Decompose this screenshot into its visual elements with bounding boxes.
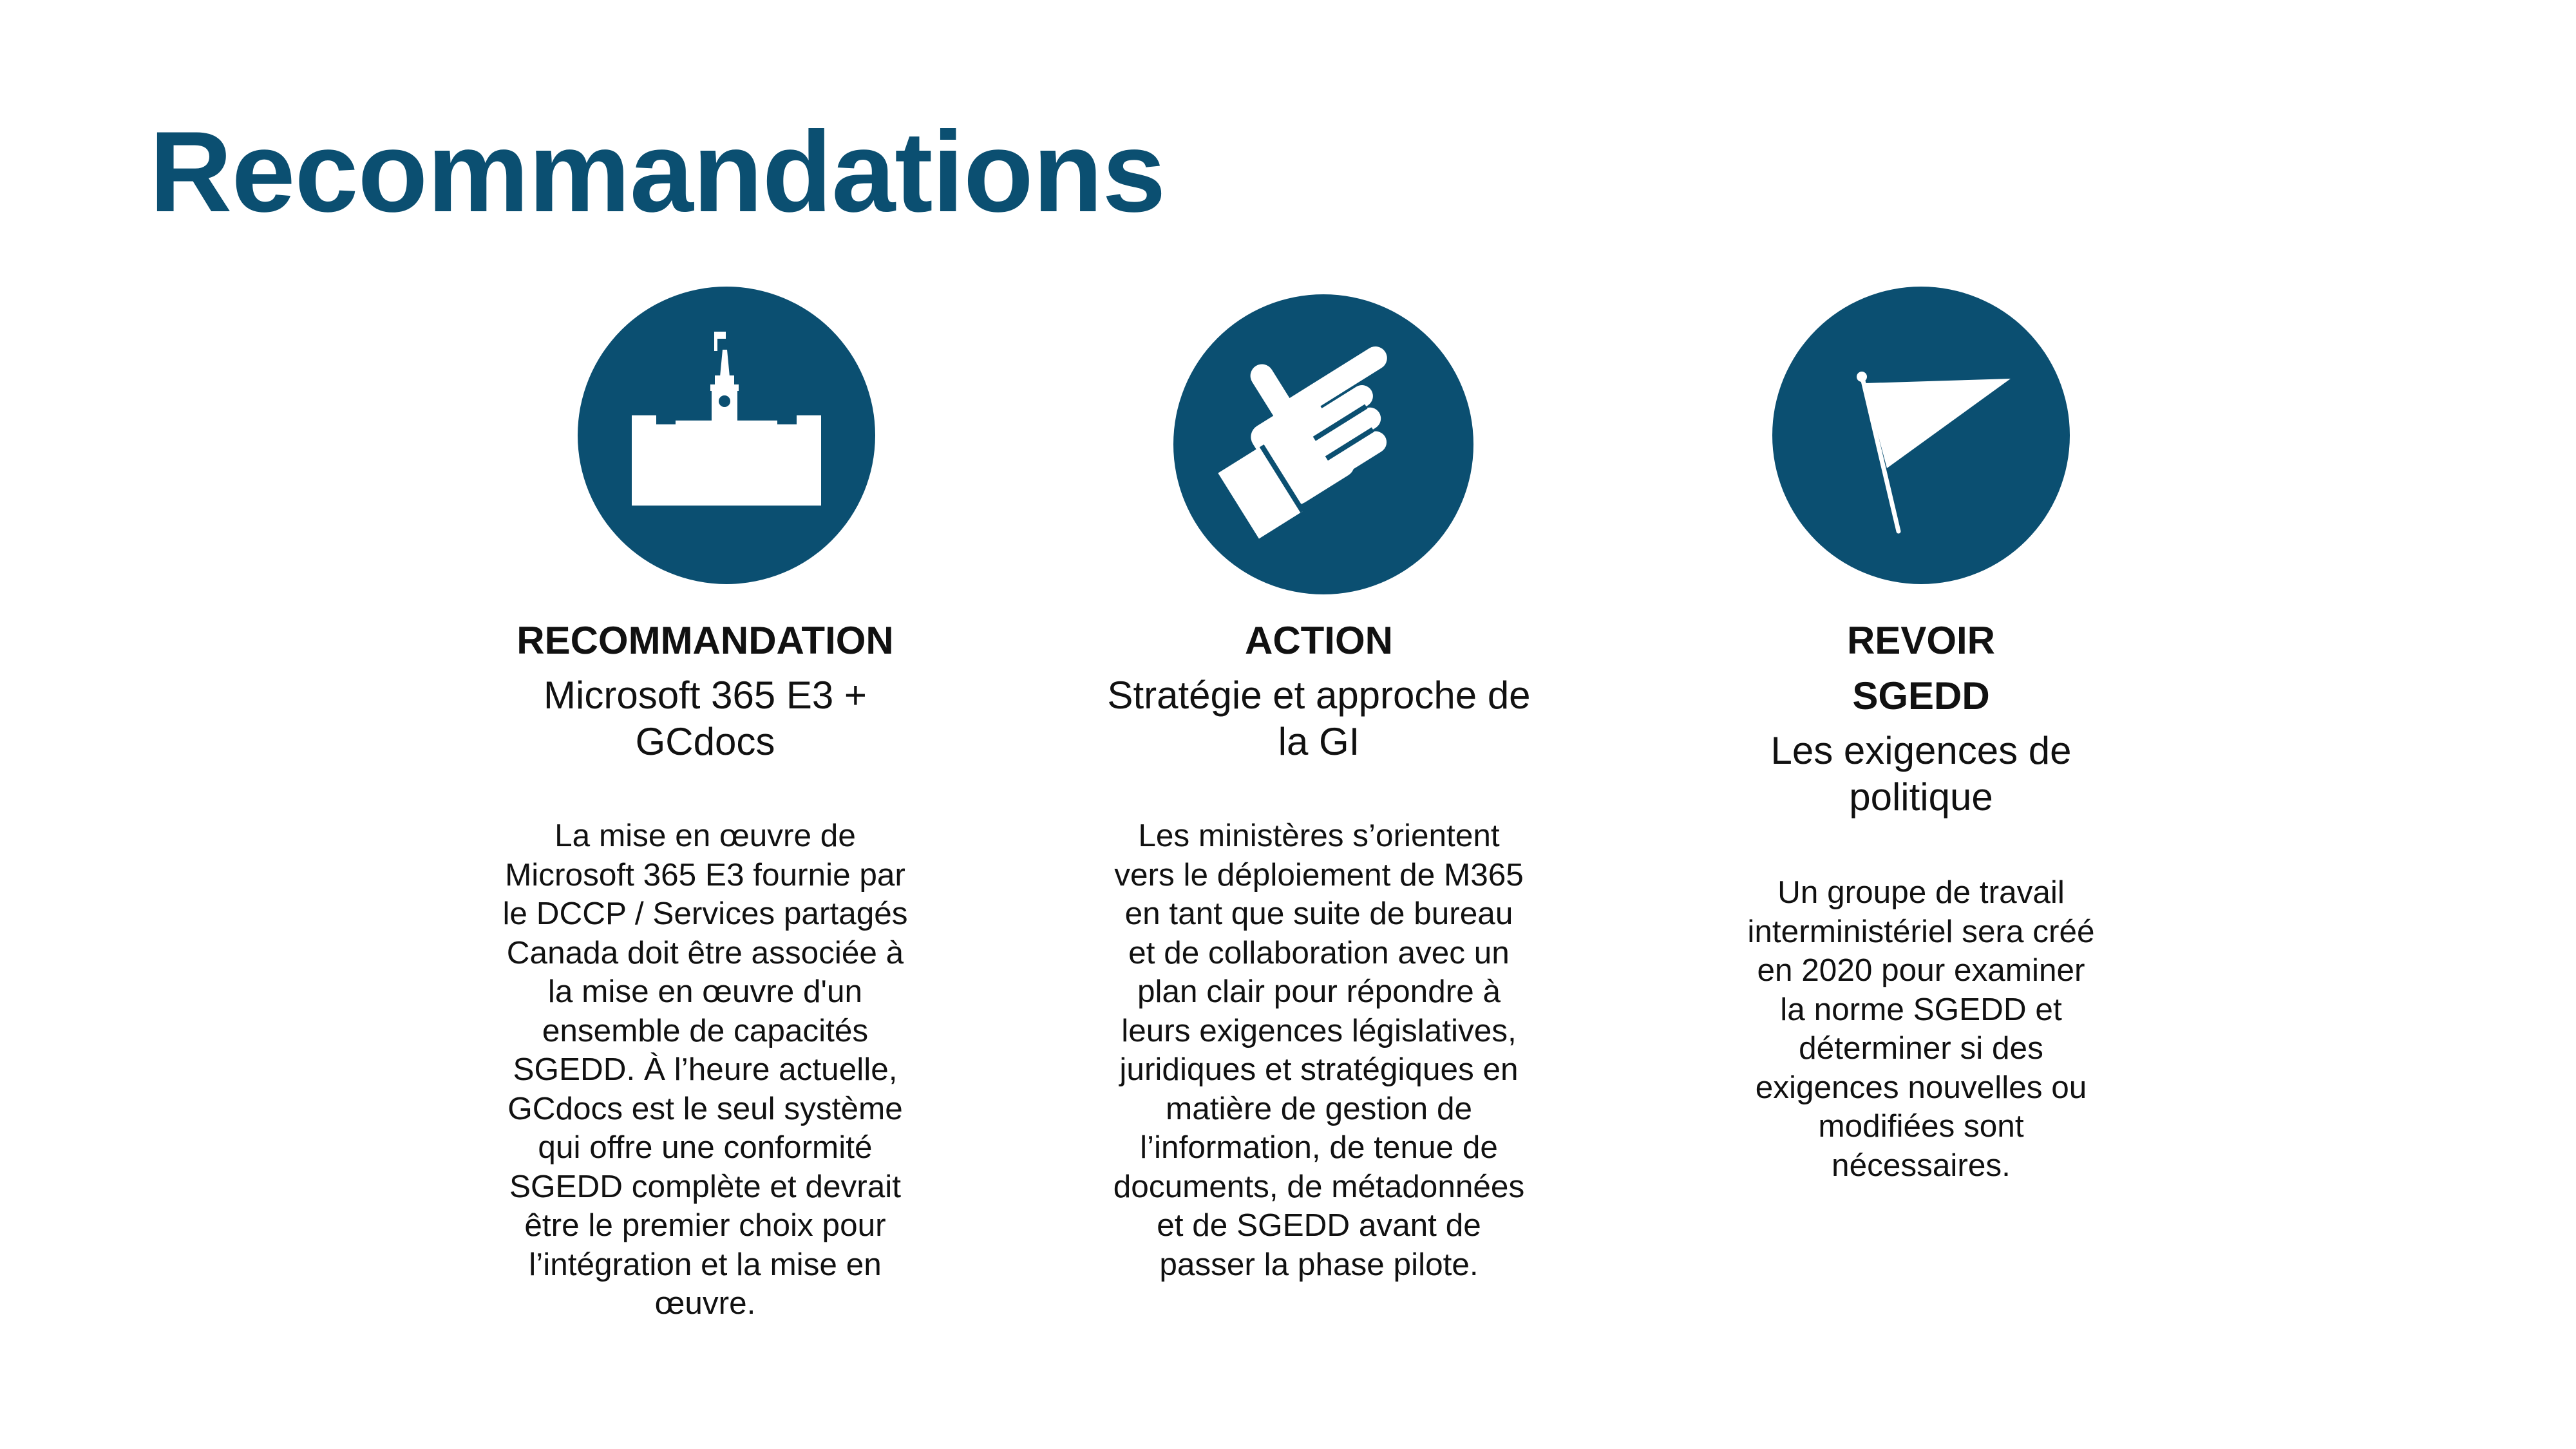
recommendation-column [486, 613, 924, 1323]
column-subtitle: Les exigences de politique [1770, 729, 2072, 819]
column-heading-line2: SGEDD [1852, 674, 1990, 717]
action-column [1100, 613, 1538, 1284]
column-subtitle: Microsoft 365 E3 + GCdocs [544, 674, 867, 763]
page-title: Recommandations [149, 108, 1166, 236]
column-heading: ACTION [1245, 619, 1393, 662]
column-body: Un groupe de travail interministériel sera créé en 2020 pour examiner la norme SGEDD et déterminer si des exigences nouvelles ou modifiées sont nécessaires. [1747, 875, 2095, 1183]
column-subtitle: Stratégie et approche de la GI [1107, 674, 1531, 763]
column-body: La mise en œuvre de Microsoft 365 E3 fournie par le DCCP / Services partagés Canada doit être associée à la mise en œuvre d'un ensemble de capacités SGEDD. À l’heure actuelle, GCdocs est le seul système qui offre une conformité SGEDD complète et devrait être le premier choix pour l’intégration et la mise en œuvre. [502, 818, 908, 1321]
column-heading-line1: REVOIR [1846, 619, 1996, 662]
flag-icon [1772, 287, 2070, 584]
review-column [1702, 613, 2140, 1185]
parliament-building-icon [578, 287, 875, 584]
column-body: Les ministères s’orientent vers le déploiement de M365 en tant que suite de bureau et de collaboration avec un plan clair pour répondre à leurs exigences législatives, juridiques et stratégiques en matière de gestion de l’information, de tenue de documents, de métadonnées et de SGEDD avant de passer la phase pilote. [1113, 818, 1525, 1282]
column-heading: RECOMMANDATION [516, 619, 894, 662]
pointing-hand-icon [1173, 294, 1473, 594]
